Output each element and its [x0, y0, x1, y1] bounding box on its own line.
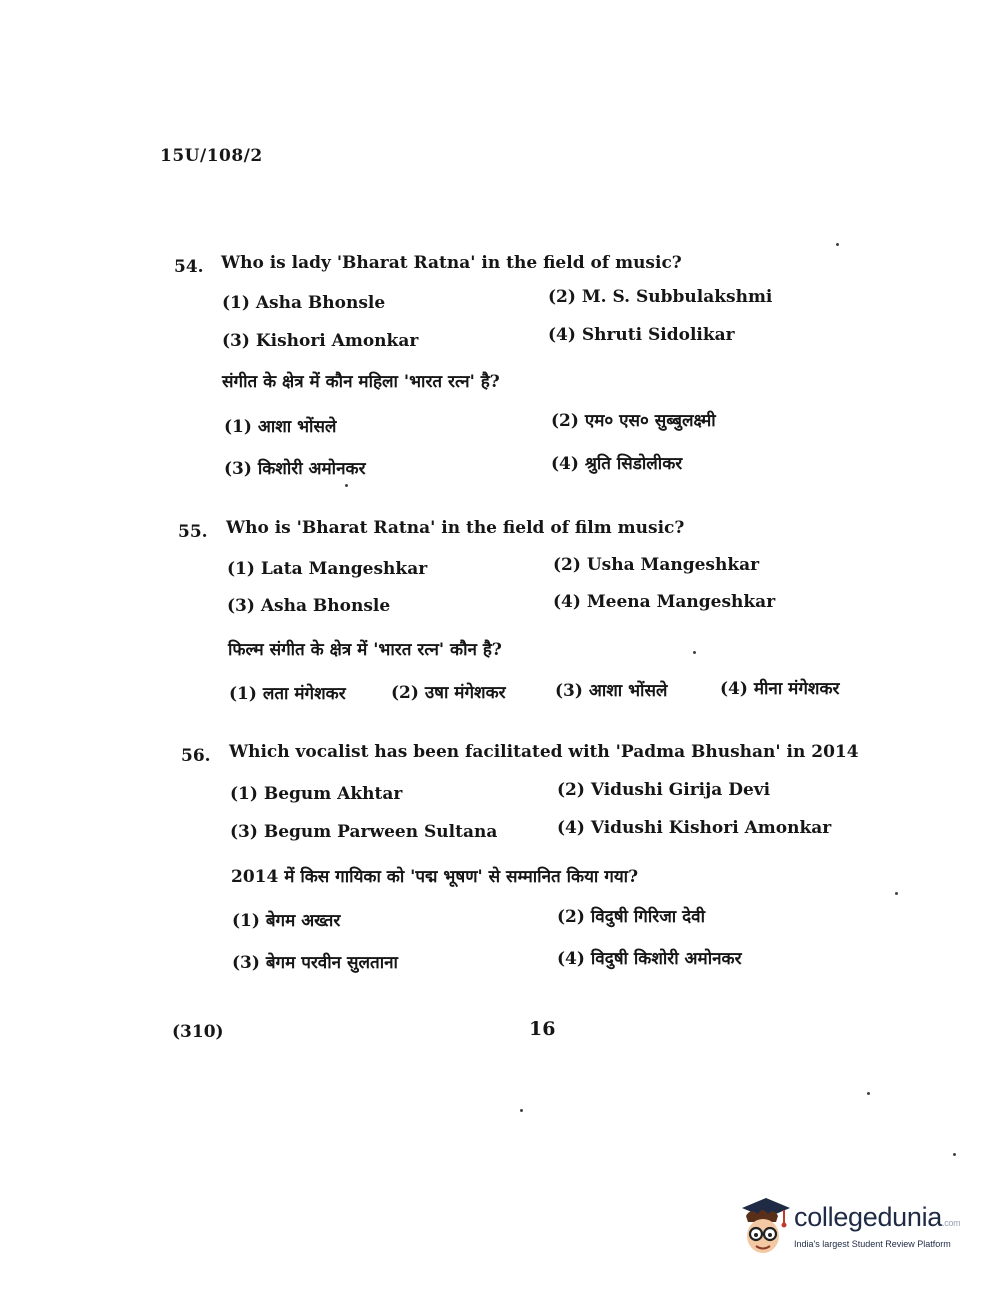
option-en: (2) M. S. Subbulakshmi	[548, 287, 773, 307]
option-en: (4) Shruti Sidolikar	[548, 325, 735, 345]
question-number: 56.	[181, 746, 211, 766]
scan-speck	[345, 484, 348, 487]
footer-code: (310)	[172, 1022, 224, 1042]
option-en: (3) Asha Bhonsle	[227, 596, 391, 616]
option-hi: (2) उषा मंगेशकर	[391, 683, 506, 703]
option-hi: (4) श्रुति सिडोलीकर	[551, 454, 683, 474]
option-en: (4) Meena Mangeshkar	[553, 592, 776, 612]
option-hi: (2) विदुषी गिरिजा देवी	[557, 907, 706, 927]
option-hi: (1) लता मंगेशकर	[229, 684, 346, 704]
option-hi: (4) विदुषी किशोरी अमोनकर	[557, 949, 742, 969]
scan-speck	[520, 1109, 523, 1112]
question-number: 54.	[174, 257, 204, 277]
question-text-hi: 2014 में किस गायिका को 'पद्म भूषण' से सम्मानित किया गया?	[231, 867, 639, 887]
option-hi: (1) आशा भोंसले	[224, 417, 337, 437]
option-hi: (4) मीना मंगेशकर	[720, 679, 840, 699]
page-number: 16	[529, 1018, 556, 1040]
question-text-hi: संगीत के क्षेत्र में कौन महिला 'भारत रत्न' है?	[222, 372, 500, 392]
option-en: (3) Kishori Amonkar	[222, 331, 419, 351]
option-en: (2) Vidushi Girija Devi	[557, 780, 771, 800]
logo-tagline: India's largest Student Review Platform	[794, 1239, 951, 1249]
question-text-en: Who is 'Bharat Ratna' in the field of film music?	[226, 518, 685, 538]
option-hi: (2) एम० एस० सुब्बुलक्ष्मी	[551, 411, 716, 431]
paper-code: 15U/108/2	[160, 146, 263, 166]
scan-speck	[953, 1153, 956, 1156]
question-text-hi: फिल्म संगीत के क्षेत्र में 'भारत रत्न' कौन है?	[228, 640, 502, 660]
option-en: (1) Begum Akhtar	[230, 784, 403, 804]
option-hi: (3) बेगम परवीन सुलताना	[232, 953, 398, 973]
scan-speck	[836, 243, 839, 246]
scan-speck	[693, 651, 696, 654]
option-hi: (3) आशा भोंसले	[555, 681, 668, 701]
scan-speck	[895, 892, 898, 895]
option-en: (3) Begum Parween Sultana	[230, 822, 498, 842]
option-hi: (1) बेगम अख्तर	[232, 911, 341, 931]
option-en: (2) Usha Mangeshkar	[553, 555, 760, 575]
collegedunia-logo	[736, 1194, 966, 1264]
question-number: 55.	[178, 522, 208, 542]
option-hi: (3) किशोरी अमोनकर	[224, 459, 366, 479]
scan-speck	[867, 1092, 870, 1095]
question-text-en: Which vocalist has been facilitated with 'Padma Bhushan' in 2014	[229, 742, 859, 762]
option-en: (1) Asha Bhonsle	[222, 293, 386, 313]
student-mascot-icon	[736, 1194, 792, 1264]
option-en: (1) Lata Mangeshkar	[227, 559, 428, 579]
question-text-en: Who is lady 'Bharat Ratna' in the field of music?	[221, 253, 682, 273]
logo-wordmark: collegedunia.com	[794, 1202, 961, 1232]
option-en: (4) Vidushi Kishori Amonkar	[557, 818, 832, 838]
